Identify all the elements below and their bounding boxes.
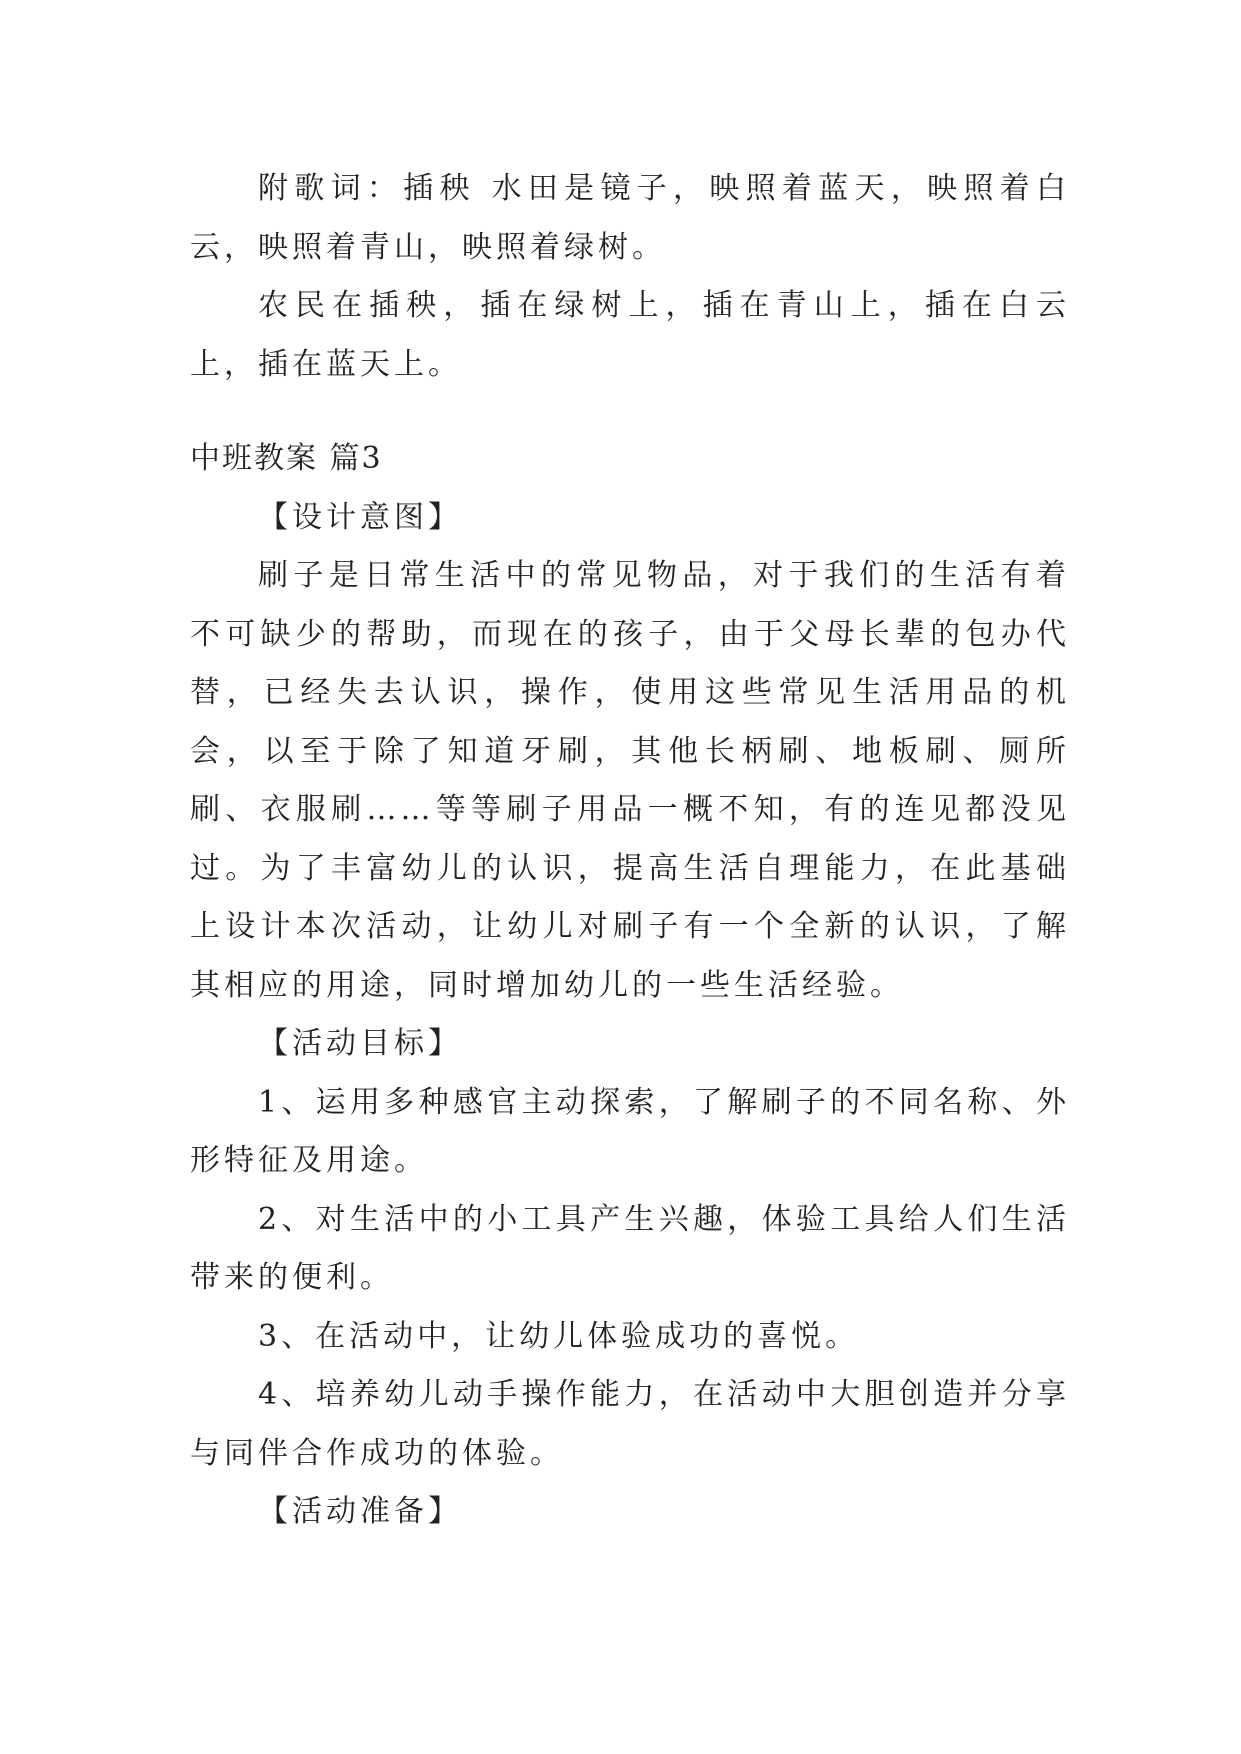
prep-heading: 【活动准备】: [258, 1494, 462, 1529]
goal-item: 2、对生活中的小工具产生兴趣，体验工具给人们生活带来的便利。: [190, 1201, 1070, 1295]
goal-item: 1、运用多种感官主动探索，了解刷子的不同名称、外形特征及用途。: [190, 1084, 1070, 1178]
design-heading: 【设计意图】: [258, 499, 462, 535]
goal-item: 4、培养幼儿动手操作能力，在活动中大胆创造并分享与同伴合作成功的体验。: [190, 1377, 1070, 1471]
section-title: 中班教案 篇3: [190, 441, 383, 476]
lyrics-intro-paragraph: 附歌词：插秧 水田是镜子，映照着蓝天，映照着白云，映照着青山，映照着绿树。: [190, 171, 1070, 265]
goal-item: 3、在活动中，让幼儿体验成功的喜悦。: [258, 1318, 860, 1354]
design-paragraph: 刷子是日常生活中的常见物品，对于我们的生活有着不可缺少的帮助，而现在的孩子，由于父母长辈的包办代替，已经失去认识，操作，使用这些常见生活用品的机会，以至于除了知道牙刷，其他长柄刷、地板刷、厕所刷、衣服刷……等等刷子用品一概不知，有的连见都没见过。为了丰富幼儿的认识，提高生活自理能力，在此基础上设计本次活动，让幼儿对刷子有一个全新的认识，了解其相应的用途，同时增加幼儿的一些生活经验。: [190, 558, 1070, 1003]
document-page: [190, 160, 1070, 1542]
lyrics-second-paragraph: 农民在插秧，插在绿树上，插在青山上，插在白云上，插在蓝天上。: [190, 288, 1070, 382]
goals-heading: 【活动目标】: [258, 1026, 462, 1061]
